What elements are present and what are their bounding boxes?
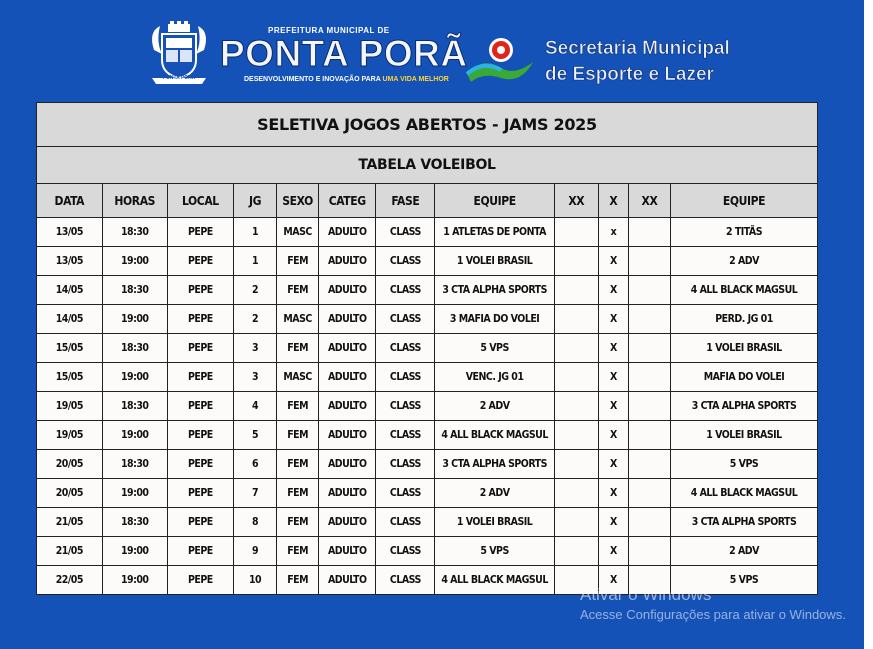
table-cell (628, 537, 670, 566)
table-cell: 19/05 (37, 421, 102, 450)
column-header: JG (233, 184, 276, 218)
table-cell: 2 (233, 305, 276, 334)
table-cell: FEM (277, 247, 319, 276)
schedule-sheet (36, 102, 818, 595)
table-cell: 9 (233, 537, 276, 566)
prefeitura-label: PREFEITURA MUNICIPAL DE (268, 26, 390, 35)
table-cell: CLASS (376, 508, 435, 537)
table-row (37, 421, 817, 450)
table-cell: x (598, 218, 628, 247)
table-cell: 5 VPS (435, 537, 554, 566)
table-cell: ADULTO (319, 305, 376, 334)
table-cell: X (598, 508, 628, 537)
table-cell: 2 TITÃS (671, 218, 817, 247)
table-cell: 18:30 (102, 276, 167, 305)
table-row (37, 450, 817, 479)
table-cell: ADULTO (319, 566, 376, 595)
table-cell: 13/05 (37, 247, 102, 276)
table-cell (628, 218, 670, 247)
table-cell: X (598, 276, 628, 305)
table-cell: CLASS (376, 305, 435, 334)
table-cell: CLASS (376, 537, 435, 566)
secretaria-logo-icon (465, 34, 537, 86)
table-cell (554, 218, 598, 247)
table-cell: 14/05 (37, 305, 102, 334)
column-header: HORAS (102, 184, 167, 218)
table-cell: CLASS (376, 247, 435, 276)
table-cell: 10 (233, 566, 276, 595)
table-cell: 3 CTA ALPHA SPORTS (671, 508, 817, 537)
table-row (37, 218, 817, 247)
table-cell: 14/05 (37, 276, 102, 305)
table-cell: PEPE (167, 363, 233, 392)
secretaria-line-2: de Esporte e Lazer (545, 64, 714, 85)
table-cell: X (598, 363, 628, 392)
column-header: LOCAL (167, 184, 233, 218)
column-header: XX (628, 184, 670, 218)
table-cell: PEPE (167, 218, 233, 247)
table-row (37, 276, 817, 305)
table-cell: X (598, 305, 628, 334)
column-header: X (598, 184, 628, 218)
table-cell: X (598, 566, 628, 595)
table-cell (554, 508, 598, 537)
sheet-subtitle: TABELA VOLEIBOL (37, 147, 817, 184)
table-cell: FEM (277, 334, 319, 363)
table-cell: 18:30 (102, 508, 167, 537)
table-cell: ADULTO (319, 276, 376, 305)
table-cell (554, 334, 598, 363)
table-cell: 19:00 (102, 537, 167, 566)
table-cell: ADULTO (319, 247, 376, 276)
table-cell (628, 276, 670, 305)
table-cell: FEM (277, 421, 319, 450)
table-row (37, 305, 817, 334)
table-cell: 1 ATLETAS DE PONTA (435, 218, 554, 247)
table-cell: 19:00 (102, 247, 167, 276)
column-header: SEXO (277, 184, 319, 218)
table-cell: 3 CTA ALPHA SPORTS (435, 276, 554, 305)
activation-watermark (580, 585, 846, 625)
table-cell: 2 ADV (671, 537, 817, 566)
table-cell (628, 450, 670, 479)
table-cell: 21/05 (37, 537, 102, 566)
table-row (37, 247, 817, 276)
table-cell: ADULTO (319, 450, 376, 479)
table-cell (554, 421, 598, 450)
table-cell: VENC. JG 01 (435, 363, 554, 392)
table-cell: 19:00 (102, 479, 167, 508)
table-cell: 13/05 (37, 218, 102, 247)
table-row (37, 537, 817, 566)
table-cell: PEPE (167, 566, 233, 595)
table-cell: PEPE (167, 508, 233, 537)
table-cell (554, 479, 598, 508)
table-cell: 18:30 (102, 334, 167, 363)
table-cell: PEPE (167, 479, 233, 508)
column-header: EQUIPE (435, 184, 554, 218)
table-cell: 4 ALL BLACK MAGSUL (435, 566, 554, 595)
slogan-text: DESENVOLVIMENTO E INOVAÇÃO PARA (244, 76, 383, 83)
table-cell: X (598, 392, 628, 421)
table-cell: 18:30 (102, 218, 167, 247)
table-cell: X (598, 247, 628, 276)
city-brand-logo (220, 26, 468, 90)
table-cell: 3 MAFIA DO VOLEI (435, 305, 554, 334)
table-cell: ADULTO (319, 392, 376, 421)
table-cell: CLASS (376, 479, 435, 508)
table-cell: 18:30 (102, 450, 167, 479)
table-cell: ADULTO (319, 508, 376, 537)
table-cell: 3 CTA ALPHA SPORTS (671, 392, 817, 421)
table-cell: 1 VOLEI BRASIL (435, 508, 554, 537)
table-cell: X (598, 334, 628, 363)
table-cell: ADULTO (319, 479, 376, 508)
table-cell: PEPE (167, 421, 233, 450)
table-cell: X (598, 450, 628, 479)
table-cell: 7 (233, 479, 276, 508)
table-cell: CLASS (376, 450, 435, 479)
column-header: EQUIPE (671, 184, 817, 218)
table-cell: 20/05 (37, 479, 102, 508)
table-cell: 1 (233, 218, 276, 247)
table-cell (554, 392, 598, 421)
table-cell: PEPE (167, 305, 233, 334)
table-cell: 15/05 (37, 334, 102, 363)
table-cell: PEPE (167, 276, 233, 305)
table-cell: MASC (277, 305, 319, 334)
table-cell (628, 508, 670, 537)
table-cell: CLASS (376, 363, 435, 392)
table-cell: CLASS (376, 334, 435, 363)
schedule-table (37, 184, 817, 594)
table-cell: 4 (233, 392, 276, 421)
table-cell: 15/05 (37, 363, 102, 392)
table-cell: 21/05 (37, 508, 102, 537)
slogan (244, 76, 449, 83)
watermark-subtitle: Acesse Configurações para ativar o Windows. (580, 607, 846, 622)
table-cell (554, 363, 598, 392)
table-cell: 5 VPS (671, 450, 817, 479)
table-cell: MAFIA DO VOLEI (671, 363, 817, 392)
watermark-title: Ativar o Windows (580, 585, 712, 604)
table-cell: 5 (233, 421, 276, 450)
table-cell: 19:00 (102, 363, 167, 392)
table-cell: MASC (277, 363, 319, 392)
table-cell: PEPE (167, 334, 233, 363)
table-cell (554, 305, 598, 334)
table-cell: FEM (277, 479, 319, 508)
table-cell: 3 (233, 363, 276, 392)
table-cell: ADULTO (319, 334, 376, 363)
table-cell: ADULTO (319, 421, 376, 450)
table-cell: 4 ALL BLACK MAGSUL (435, 421, 554, 450)
right-edge-strip (864, 0, 873, 649)
table-cell: CLASS (376, 276, 435, 305)
table-cell: 2 (233, 276, 276, 305)
table-cell: X (598, 421, 628, 450)
table-cell: ADULTO (319, 537, 376, 566)
crest-caption: PONTA PORÃ (162, 75, 196, 81)
table-cell: 19:00 (102, 421, 167, 450)
table-cell: FEM (277, 508, 319, 537)
table-cell (554, 537, 598, 566)
table-cell: 6 (233, 450, 276, 479)
table-cell: MASC (277, 218, 319, 247)
table-cell: CLASS (376, 392, 435, 421)
column-header: CATEG (319, 184, 376, 218)
sheet-title: SELETIVA JOGOS ABERTOS - JAMS 2025 (37, 103, 817, 147)
table-cell: ADULTO (319, 218, 376, 247)
table-cell: PEPE (167, 392, 233, 421)
table-cell: ADULTO (319, 363, 376, 392)
table-cell (554, 276, 598, 305)
column-header: XX (554, 184, 598, 218)
slogan-highlight: UMA VIDA MELHOR (382, 76, 449, 83)
table-cell: X (598, 537, 628, 566)
table-cell: 1 (233, 247, 276, 276)
table-cell (628, 479, 670, 508)
table-cell: 8 (233, 508, 276, 537)
table-cell: 1 VOLEI BRASIL (671, 421, 817, 450)
table-cell: PEPE (167, 450, 233, 479)
table-row (37, 479, 817, 508)
table-cell: 2 ADV (435, 479, 554, 508)
table-cell: 18:30 (102, 392, 167, 421)
table-cell: 22/05 (37, 566, 102, 595)
table-cell: CLASS (376, 566, 435, 595)
table-cell (628, 392, 670, 421)
table-row (37, 363, 817, 392)
table-cell: 3 CTA ALPHA SPORTS (435, 450, 554, 479)
table-cell (628, 305, 670, 334)
table-row (37, 334, 817, 363)
table-cell: FEM (277, 537, 319, 566)
secretaria-title (545, 36, 730, 88)
secretaria-line-1: Secretaria Municipal (545, 38, 730, 59)
table-header-row (37, 184, 817, 218)
table-cell (554, 247, 598, 276)
table-cell: 19/05 (37, 392, 102, 421)
table-body (37, 218, 817, 595)
table-cell: FEM (277, 566, 319, 595)
table-cell: 5 VPS (435, 334, 554, 363)
table-cell: 3 (233, 334, 276, 363)
city-name: PONTA PORÃ (220, 33, 468, 74)
table-cell (628, 334, 670, 363)
column-header: FASE (376, 184, 435, 218)
table-cell: 1 VOLEI BRASIL (435, 247, 554, 276)
table-cell: PEPE (167, 537, 233, 566)
table-cell: 4 ALL BLACK MAGSUL (671, 276, 817, 305)
table-row (37, 392, 817, 421)
table-cell: 5 VPS (671, 566, 817, 595)
column-header: DATA (37, 184, 102, 218)
table-cell: X (598, 479, 628, 508)
table-cell: 1 VOLEI BRASIL (671, 334, 817, 363)
table-cell: 4 ALL BLACK MAGSUL (671, 479, 817, 508)
table-cell: PERD. JG 01 (671, 305, 817, 334)
table-cell: FEM (277, 450, 319, 479)
city-crest-icon (146, 20, 212, 86)
table-cell: 19:00 (102, 305, 167, 334)
table-cell (628, 363, 670, 392)
table-cell: CLASS (376, 421, 435, 450)
table-cell: 19:00 (102, 566, 167, 595)
table-cell: 2 ADV (671, 247, 817, 276)
table-cell: 20/05 (37, 450, 102, 479)
table-row (37, 508, 817, 537)
table-cell: FEM (277, 392, 319, 421)
table-cell: PEPE (167, 247, 233, 276)
table-cell: FEM (277, 276, 319, 305)
table-cell (628, 421, 670, 450)
table-cell: 2 ADV (435, 392, 554, 421)
table-cell (628, 247, 670, 276)
table-cell (554, 450, 598, 479)
table-cell: CLASS (376, 218, 435, 247)
